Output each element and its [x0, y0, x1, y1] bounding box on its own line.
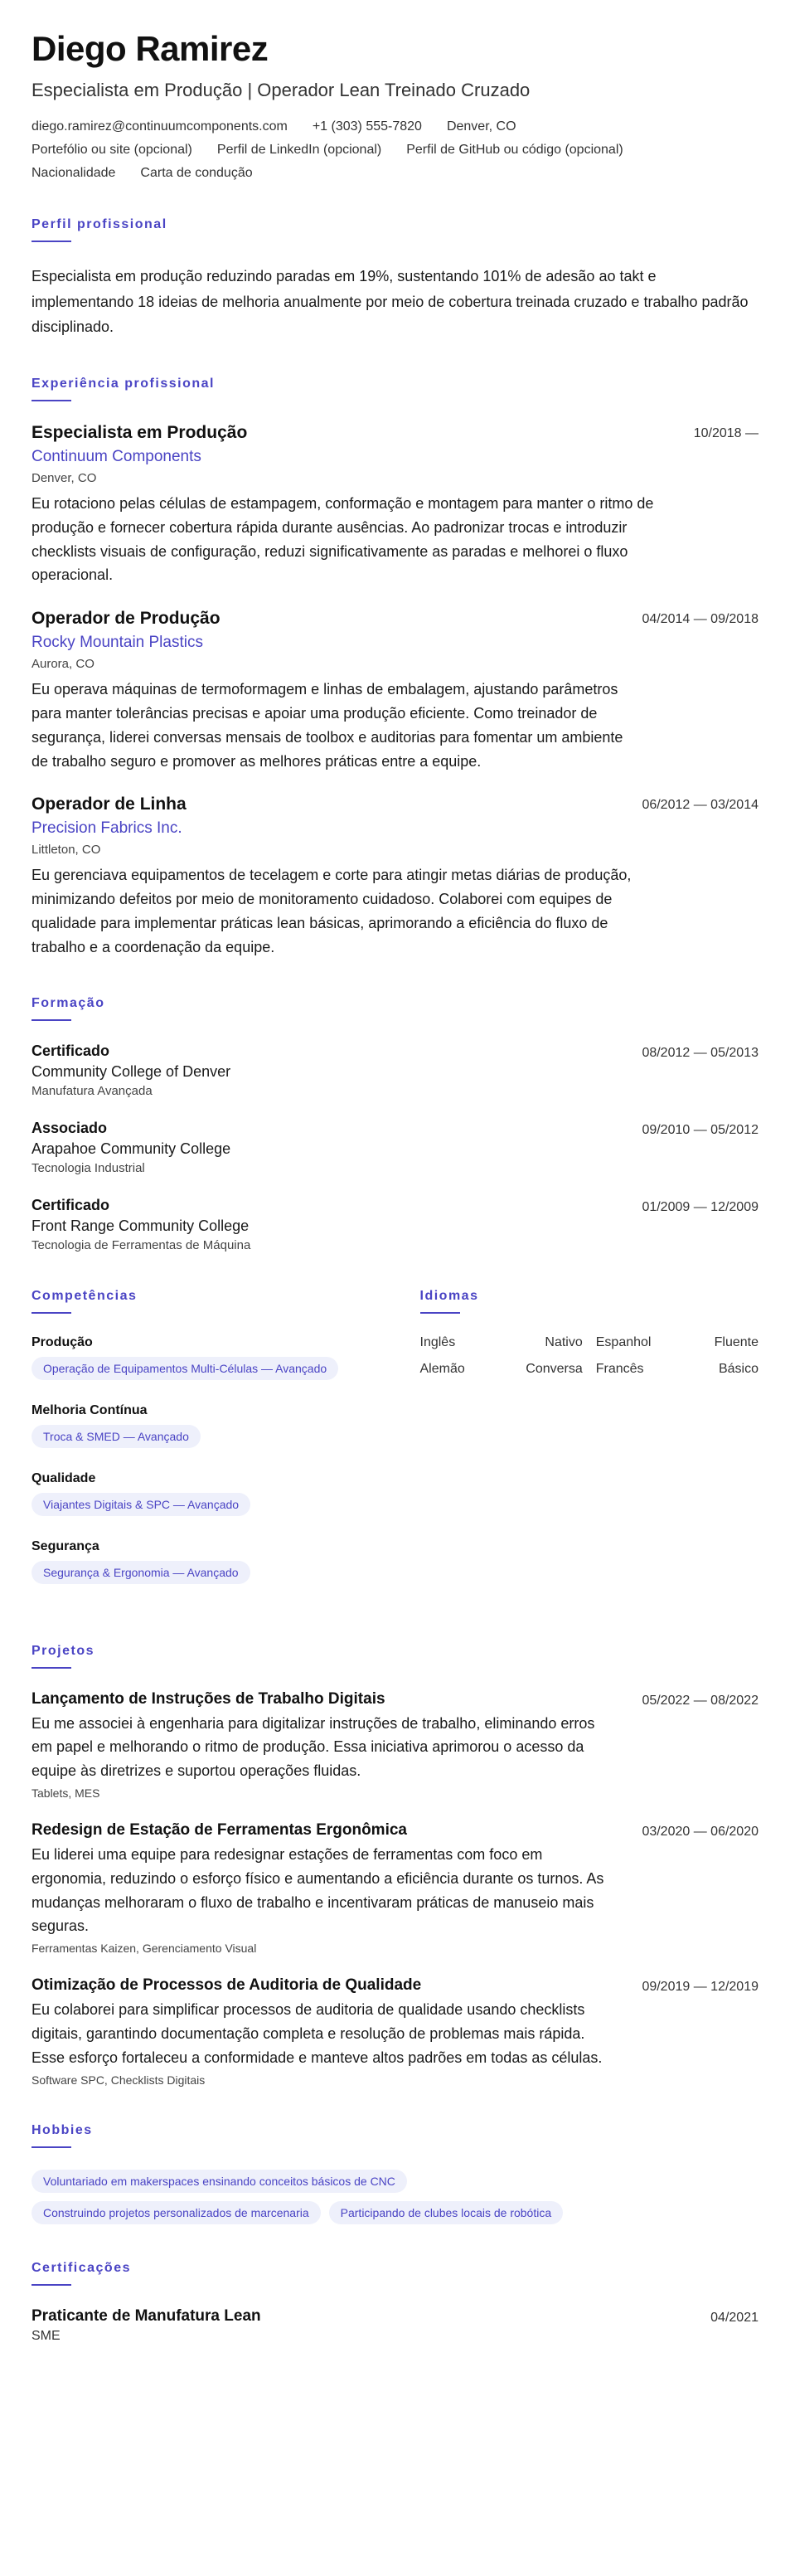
profile-summary: Especialista em produção reduzindo paradas em 19%, sustentando 101% de adesão ao takt e implementando 18 ideias de melhoria anualmente por meio de cobertura treinada cruzado e trabalho padrão disciplinado.: [32, 268, 749, 336]
skill-group-name: Qualidade: [32, 1470, 96, 1485]
linkedin-link[interactable]: Perfil de LinkedIn (opcional): [216, 143, 382, 158]
field-of-study: Manufatura Avançada: [32, 1083, 153, 1098]
skills-languages-row: [32, 1289, 758, 1607]
language-item: [596, 1335, 758, 1350]
section-divider: [32, 1019, 71, 1021]
skill-group-name: Segurança: [32, 1538, 99, 1553]
job-description: Eu operava máquinas de termoformagem e linhas de embalagem, ajustando parâmetros para manter tolerâncias precisas e apoiar uma produção eficiente. Como treinador de segurança, liderei conversas mensais de toolbox e auditorias para fomentar um ambiente de trabalho seguro e promover as melhores práticas entre a equipe.: [32, 681, 623, 770]
skill-group: [32, 1403, 371, 1455]
project-tech: Software SPC, Checklists Digitais: [32, 2073, 206, 2087]
skill-group: [32, 1335, 371, 1387]
project-name: Redesign de Estação de Ferramentas Ergonômica: [32, 1820, 407, 1839]
experience-entry: [32, 423, 758, 587]
education-entry: [32, 1120, 758, 1175]
field-of-study: Tecnologia de Ferramentas de Máquina: [32, 1237, 251, 1252]
section-title-education: Formação: [32, 995, 105, 1010]
section-divider: [32, 2146, 71, 2148]
certification-name: Praticante de Manufatura Lean: [32, 2306, 261, 2325]
project-dates: 05/2022 — 08/2022: [642, 1693, 758, 1708]
job-location: Littleton, CO: [32, 843, 101, 858]
profile-section: [32, 217, 758, 340]
nationality: Nacionalidade: [32, 166, 116, 181]
language-item: [420, 1335, 583, 1350]
experience-entry: [32, 609, 758, 773]
certification-date: 04/2021: [710, 2310, 758, 2325]
education-dates: 01/2009 — 12/2009: [642, 1199, 758, 1214]
hobby-chip: Participando de clubes locais de robótica: [329, 2201, 564, 2224]
degree: Certificado: [32, 1042, 110, 1059]
certifications-section: [32, 2261, 758, 2344]
language-name: Inglês: [419, 1334, 456, 1349]
languages-grid: [420, 1335, 759, 1377]
language-name: Alemão: [419, 1361, 465, 1376]
job-location: Denver, CO: [32, 470, 97, 485]
github-link[interactable]: Perfil de GitHub ou código (opcional): [406, 143, 623, 158]
education-dates: 09/2010 — 05/2012: [642, 1122, 758, 1137]
section-title-projects: Projetos: [32, 1643, 95, 1658]
project-description: Eu colaborei para simplificar processos de auditoria de qualidade usando checklists digitais, garantindo documentação completa e resolução de problemas mais rápida. Esse esforço fortaleceu a conformidade e manteve altos padrões em todas as células.: [32, 2001, 603, 2066]
language-level: Conversa: [526, 1361, 583, 1376]
project-entry: [32, 1821, 758, 1955]
languages-section: [420, 1289, 759, 1607]
language-level: Fluente: [714, 1334, 758, 1349]
job-dates: 04/2014 — 09/2018: [642, 612, 758, 627]
job-dates: 10/2018 —: [693, 425, 758, 440]
education-section: [32, 996, 758, 1252]
job-title: Operador de Linha: [32, 795, 187, 814]
language-name: Francês: [595, 1361, 644, 1376]
section-divider: [32, 241, 71, 242]
driving-license: Carta de condução: [140, 166, 253, 181]
skill-group-name: Melhoria Contínua: [32, 1402, 148, 1417]
candidate-headline: Especialista em Produção | Operador Lean Treinado Cruzado: [32, 80, 531, 101]
section-title-profile: Perfil profissional: [32, 217, 167, 232]
school-name: Arapahoe Community College: [32, 1140, 231, 1157]
language-level: Nativo: [545, 1334, 583, 1349]
section-divider: [32, 1312, 71, 1314]
school-name: Front Range Community College: [32, 1217, 250, 1234]
contact-location: Denver, CO: [446, 119, 516, 134]
company-name: Rocky Mountain Plastics: [32, 634, 203, 652]
projects-section: [32, 1644, 758, 2087]
contact-email[interactable]: diego.ramirez@continuumcomponents.com: [32, 119, 288, 134]
project-entry: [32, 1690, 758, 1800]
contact-row-links: [32, 143, 758, 158]
contact-phone[interactable]: +1 (303) 555-7820: [312, 119, 422, 134]
job-description: Eu gerenciava equipamentos de tecelagem e corte para atingir metas diárias de produção, minimizando defeitos por meio de monitoramento cuidadoso. Colaborei com equipes de qualidade para implementar práticas lean básicas, aprimorando a eficiência do fluxo de trabalho e a coordenação da equipe.: [32, 867, 632, 955]
skill-group-name: Produção: [32, 1334, 93, 1349]
candidate-name: Diego Ramirez: [32, 29, 269, 68]
project-name: Lançamento de Instruções de Trabalho Digitais: [32, 1689, 385, 1708]
education-dates: 08/2012 — 05/2013: [642, 1045, 758, 1060]
project-description: Eu me associei à engenharia para digitalizar instruções de trabalho, eliminando erros em papel e melhorando o ritmo de produção. Essa iniciativa aprimorou o acesso da equipe às diretrizes e suportou operações fluidas.: [32, 1714, 595, 1780]
education-entry: [32, 1043, 758, 1098]
section-divider: [32, 2284, 71, 2286]
job-title: Especialista em Produção: [32, 422, 248, 442]
skill-chip: Segurança & Ergonomia — Avançado: [32, 1561, 250, 1584]
project-dates: 09/2019 — 12/2019: [642, 1980, 758, 1995]
project-tech: Ferramentas Kaizen, Gerenciamento Visual: [32, 1942, 257, 1956]
hobbies-section: [32, 2123, 758, 2224]
company-name: Precision Fabrics Inc.: [32, 819, 182, 838]
skill-chip: Viajantes Digitais & SPC — Avançado: [32, 1493, 250, 1516]
section-title-hobbies: Hobbies: [32, 2122, 93, 2137]
section-title-skills: Competências: [32, 1288, 138, 1303]
experience-section: [32, 377, 758, 960]
project-description: Eu liderei uma equipe para redesignar estações de ferramentas com foco em ergonomia, reduzindo o esforço físico e aumentando a eficiência durante os turnos. As mudanças melhoraram o fluxo de trabalho e incentivaram práticas de manuseio mais seguras.: [32, 1845, 604, 1935]
job-location: Aurora, CO: [32, 657, 95, 672]
section-divider: [420, 1312, 460, 1314]
section-title-languages: Idiomas: [419, 1288, 479, 1303]
experience-entry: [32, 795, 758, 959]
contact-row-extra: [32, 166, 758, 181]
certification-entry: [32, 2307, 758, 2344]
skills-section: [32, 1289, 371, 1607]
skill-chip: Operação de Equipamentos Multi-Células — Avançado: [32, 1357, 338, 1380]
project-entry: [32, 1976, 758, 2086]
education-entry: [32, 1197, 758, 1252]
certification-issuer: SME: [32, 2328, 61, 2343]
language-name: Espanhol: [595, 1334, 652, 1349]
degree: Certificado: [32, 1196, 110, 1213]
degree: Associado: [32, 1119, 108, 1136]
project-dates: 03/2020 — 06/2020: [642, 1824, 758, 1839]
project-tech: Tablets, MES: [32, 1786, 100, 1800]
section-divider: [32, 1667, 71, 1669]
language-item: [420, 1362, 583, 1377]
skill-chip: Troca & SMED — Avançado: [32, 1425, 201, 1448]
school-name: Community College of Denver: [32, 1062, 231, 1080]
skill-group: [32, 1471, 371, 1523]
section-title-certifications: Certificações: [32, 2260, 131, 2275]
language-item: [596, 1362, 758, 1377]
hobbies-list: [32, 2170, 645, 2224]
contact-row-primary: [32, 119, 758, 134]
hobby-chip: Voluntariado em makerspaces ensinando conceitos básicos de CNC: [32, 2170, 407, 2193]
field-of-study: Tecnologia Industrial: [32, 1160, 145, 1175]
section-divider: [32, 400, 71, 401]
job-description: Eu rotaciono pelas células de estampagem, conformação e montagem para manter o ritmo de produção e fornecer cobertura rápida durante ausências. Ao padronizar trocas e introduzir checklists visuais de configuração, reduzi significativamente as paradas e melhorei o fluxo operacional.: [32, 494, 654, 584]
language-level: Básico: [718, 1361, 758, 1376]
job-title: Operador de Produção: [32, 609, 221, 629]
project-name: Otimização de Processos de Auditoria de Qualidade: [32, 1976, 422, 1995]
skill-group: [32, 1539, 371, 1591]
section-title-experience: Experiência profissional: [32, 376, 215, 391]
portfolio-link[interactable]: Portefólio ou site (opcional): [32, 143, 192, 158]
company-name: Continuum Components: [32, 447, 201, 465]
job-dates: 06/2012 — 03/2014: [642, 798, 758, 813]
hobby-chip: Construindo projetos personalizados de marcenaria: [32, 2201, 321, 2224]
